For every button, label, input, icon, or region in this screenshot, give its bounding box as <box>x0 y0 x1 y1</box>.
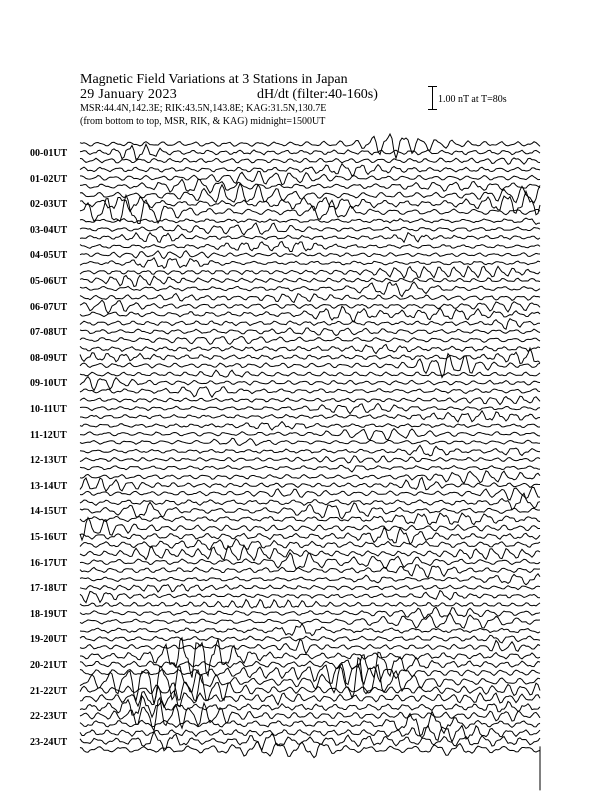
trace-msr <box>80 306 540 322</box>
trace-rik <box>80 429 540 440</box>
trace-kag <box>80 370 540 377</box>
trace-kag <box>80 242 540 252</box>
trace-msr <box>80 337 540 345</box>
hour-label: 21-22UT <box>30 685 68 697</box>
hour-label: 08-09UT <box>30 352 68 364</box>
trace-kag <box>80 183 540 203</box>
trace-kag <box>80 164 540 176</box>
trace-msr <box>80 465 540 472</box>
trace-kag <box>80 445 540 456</box>
trace-kag <box>80 293 540 302</box>
hour-label: 11-12UT <box>30 429 67 441</box>
trace-msr <box>80 195 540 223</box>
trace-msr <box>80 258 540 269</box>
hour-label: 15-16UT <box>30 532 68 543</box>
trace-msr <box>80 438 540 445</box>
trace-rik <box>80 251 540 259</box>
trace-msr <box>80 565 540 578</box>
hour-label: 04-05UT <box>30 250 68 262</box>
hour-label: 19-20UT <box>30 634 68 646</box>
hour-label: 10-11UT <box>30 404 67 415</box>
trace-rik <box>80 223 540 235</box>
trace-kag <box>80 726 540 742</box>
trace-msr <box>80 487 540 500</box>
trace-msr <box>80 411 540 422</box>
trace-msr <box>80 687 540 708</box>
trace-msr <box>80 539 540 550</box>
trace-rik <box>80 377 540 391</box>
station-coordinates: MSR:44.4N,142.3E; RIK:43.5N,143.8E; KAG:31.5N,130.7E <box>80 103 327 114</box>
trace-rik <box>80 144 540 159</box>
hour-label: 22-23UT <box>30 711 68 723</box>
hour-label: 02-03UT <box>30 199 68 211</box>
hour-label: 13-14UT <box>30 480 68 492</box>
trace-rik <box>80 635 540 643</box>
trace-rik <box>80 328 540 336</box>
trace-kag <box>80 658 540 704</box>
trace-msr <box>80 591 540 603</box>
trace-msr <box>80 387 540 398</box>
chart-title: Magnetic Field Variations at 3 Stations in Japan <box>80 72 348 87</box>
hour-label: 01-02UT <box>30 173 68 185</box>
hour-label: 20-21UT <box>30 660 68 671</box>
trace-rik <box>80 478 540 492</box>
trace-msr <box>80 233 540 243</box>
trace-rik <box>80 584 540 592</box>
hour-label: 09-10UT <box>30 378 68 390</box>
trace-msr <box>80 639 540 654</box>
trace-rik <box>80 652 540 677</box>
hour-label: 17-18UT <box>30 583 68 595</box>
trace-kag <box>80 319 540 330</box>
trace-kag <box>80 471 540 484</box>
hour-label: 00-01UT <box>30 148 68 159</box>
trace-rik <box>80 300 540 313</box>
chart-quantity: dH/dt (filter:40-160s) <box>257 87 378 102</box>
hour-label: 18-19UT <box>30 608 68 620</box>
trace-msr <box>80 513 540 525</box>
hour-label: 16-17UT <box>30 557 68 569</box>
trace-rik <box>80 456 540 463</box>
trace-kag <box>80 493 540 510</box>
trace-kag <box>80 599 540 608</box>
hour-label: 23-24UT <box>30 736 68 748</box>
trace-rik <box>80 675 540 700</box>
scale-bar <box>428 86 438 110</box>
trace-msr <box>80 158 540 164</box>
trace-rik <box>80 275 540 286</box>
trace-rik <box>80 528 540 545</box>
trace-kag <box>80 574 540 585</box>
trace-kag <box>80 344 540 353</box>
trace-kag <box>80 422 540 430</box>
chart-date: 29 January 2023 <box>80 87 178 102</box>
trace-kag <box>80 396 540 404</box>
trace-rik <box>80 171 540 185</box>
hour-label: 07-08UT <box>30 327 68 339</box>
trace-rik <box>80 553 540 569</box>
trace-kag <box>80 624 540 636</box>
trace-msr <box>80 179 540 193</box>
hour-label: 12-13UT <box>30 455 68 467</box>
station-order-note: (from bottom to top, MSR, RIK, & KAG) midnight=1500UT <box>80 116 326 127</box>
hour-label: 05-06UT <box>30 276 68 287</box>
trace-kag <box>80 218 540 224</box>
trace-msr <box>80 613 540 628</box>
hour-label: 06-07UT <box>30 301 68 313</box>
trace-rik <box>80 403 540 413</box>
trace-rik <box>80 502 540 519</box>
trace-rik <box>80 698 540 731</box>
hour-label: 14-15UT <box>30 506 68 518</box>
hour-label: 03-04UT <box>30 224 68 236</box>
scale-label: 1.00 nT at T=80s <box>438 94 507 105</box>
trace-kag <box>80 266 540 278</box>
